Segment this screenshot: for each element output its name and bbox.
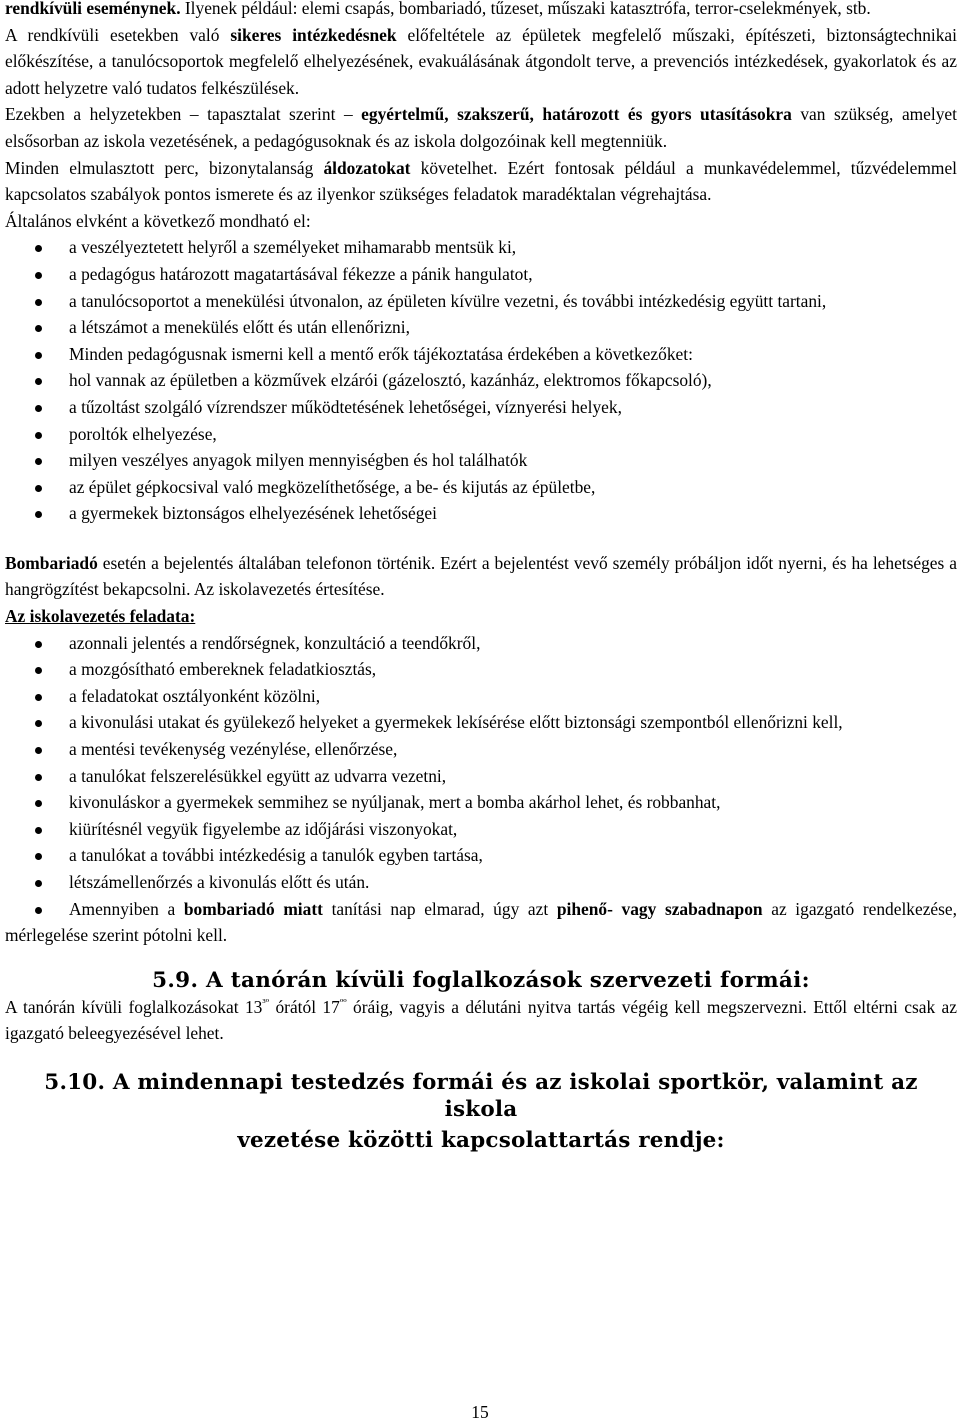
- bullet-icon: [35, 245, 42, 252]
- bullet-icon: [35, 880, 42, 887]
- list-item-text: a létszámot a menekülés előtt és után ellenőrizni,: [69, 317, 410, 338]
- paragraph-afternoon-activities: [5, 994, 957, 1047]
- list-item-text: a veszélyeztetett helyről a személyeket mihamarabb mentsük ki,: [69, 237, 517, 258]
- bullet-icon: [35, 747, 42, 754]
- list-item: [5, 314, 957, 341]
- heading-5-10-line2: vezetése közötti kapcsolattartás rendje:: [237, 1127, 725, 1153]
- list-item-text: a tűzoltást szolgáló vízrendszer működtetésének lehetőségei, víznyerési helyek,: [69, 396, 622, 417]
- text-run: tanítási nap elmarad, úgy azt: [322, 898, 557, 919]
- heading-5-10-line1: 5.10. A mindennapi testedzés formái és az iskolai sportkör, valamint az iskola: [44, 1069, 918, 1122]
- heading-5-9: 5.9. A tanórán kívüli foglalkozások szervezeti formái:: [152, 967, 810, 993]
- text-run: az igazgató rendelkezése, mérlegelése szerint pótolni kell.: [5, 898, 957, 946]
- text-run: Minden elmulasztott perc, bizonytalanság: [5, 157, 324, 178]
- list-item: [5, 367, 957, 394]
- list-item: [5, 421, 957, 448]
- bold-run: pihenő- vagy szabadnapon: [556, 898, 763, 919]
- bold-run: sikeres intézkedésnek: [230, 24, 397, 45]
- list-item-text: a mentési tevékenység vezénylése, ellenőrzése,: [69, 739, 398, 760]
- list-item: [5, 447, 957, 474]
- paragraph-bomb-alert: [5, 550, 957, 603]
- list-item-text: létszámellenőrzés a kivonulás előtt és után.: [69, 872, 370, 892]
- bold-run: áldozatokat: [323, 157, 411, 178]
- list-item: [5, 816, 957, 843]
- list-item: [5, 656, 957, 683]
- bullet-icon: [35, 641, 42, 648]
- page-number: 15: [471, 1402, 489, 1422]
- text-run: esetén a bejelentés általában telefonon történik. Ezért a bejelentést vevő személy próbáljon időt nyerni, és ha lehetséges a hangrögzítést bekapcsolni. Az iskolavezetés értesítése.: [5, 552, 957, 600]
- list-item-text: kivonuláskor a gyermekek semmihez se nyúljanak, mert a bomba akárhol lehet, és robbanhat,: [69, 792, 721, 813]
- bullet-icon: [35, 774, 42, 781]
- bullet-icon: [35, 853, 42, 860]
- bullet-icon: [35, 827, 42, 834]
- list-item-text: a tanulókat felszerelésükkel együtt az udvarra vezetni,: [69, 765, 447, 786]
- bullet-icon: [35, 720, 42, 727]
- paragraph-general-principle: Általános elvként a következő mondható el:: [5, 210, 311, 231]
- paragraph-victims: [5, 155, 957, 208]
- superscript: ºº: [339, 996, 347, 1009]
- bullet-icon: [35, 299, 42, 306]
- list-item: [5, 736, 957, 763]
- text-run: A tanórán kívüli foglalkozásokat 13: [5, 996, 263, 1017]
- list-item-text: a tanulókat a további intézkedésig a tanulók egyben tartása,: [69, 845, 483, 866]
- bold-run: Bombariadó: [5, 552, 98, 573]
- list-item-text: a pedagógus határozott magatartásával fékezze a pánik hangulatot,: [69, 263, 533, 284]
- list-item: [5, 842, 957, 869]
- intro-paragraph: [5, 0, 957, 22]
- bullet-icon: [35, 378, 42, 385]
- list-item: [5, 709, 957, 736]
- text-run: van szükség, amelyet elsősorban az iskola vezetésének, a pedagógusoknak és az iskola dolgozóinak kell megtenniük.: [5, 104, 957, 151]
- paragraph-measures: [5, 22, 957, 102]
- bullet-icon: [35, 272, 42, 279]
- list-item: [5, 630, 957, 657]
- bullet-icon: [35, 432, 42, 439]
- list-item: [5, 394, 957, 421]
- bullet-icon: [35, 800, 42, 807]
- text-run: Amennyiben a: [69, 898, 184, 919]
- bullet-icon: [35, 511, 42, 518]
- intro-bold-text: rendkívüli eseménynek.: [5, 0, 181, 18]
- bullet-icon: [35, 458, 42, 465]
- list-item-text: azonnali jelentés a rendőrségnek, konzultáció a teendőkről,: [69, 632, 481, 653]
- list-item-text: milyen veszélyes anyagok milyen mennyiségben és hol találhatók: [69, 450, 528, 471]
- text-run: Ezekben a helyzetekben – tapasztalat szerint –: [5, 104, 362, 125]
- list-item-text: az épület gépkocsival való megközelíthetősége, a be- és kijutás az épületbe,: [69, 476, 596, 497]
- bullet-icon: [35, 325, 42, 332]
- bullet-icon: [35, 352, 42, 359]
- list-item-text: kiürítésnél vegyük figyelembe az időjárási viszonyokat,: [69, 818, 458, 839]
- text-run: követelhet. Ezért fontosak például a munkavédelemmel, tűzvédelemmel kapcsolatos szabályok pontos ismerete és az ilyenkor szükséges feladatok maradéktalan végrehajtása.: [5, 157, 957, 205]
- list-item-text: a gyermekek biztonságos elhelyezésének lehetőségei: [69, 503, 437, 524]
- list-item-text: hol vannak az épületben a közművek elzárói (gázelosztó, kazánház, elektromos főkapcsoló),: [69, 370, 712, 391]
- list-item: [5, 789, 957, 816]
- list-item-text: Minden pedagógusnak ismerni kell a mentő erők tájékoztatása érdekében a következőket:: [69, 343, 693, 364]
- bold-run: egyértelmű, szakszerű, határozott és gyors utasításokra: [361, 104, 792, 125]
- list-item: [5, 763, 957, 790]
- list-item: [5, 234, 957, 261]
- text-run: óráig, vagyis a délutáni nyitva tartás végéig kell megszervezni. Ettől eltérni csak az igazgató beleegyezésével lehet.: [5, 996, 957, 1044]
- section-label: [5, 603, 957, 630]
- bullet-icon: [35, 667, 42, 674]
- spacer: [5, 527, 957, 550]
- list-item-text: poroltók elhelyezése,: [69, 423, 217, 444]
- list-item-text: a kivonulási utakat és gyülekező helyeket a gyermekek lekísérése előtt biztonsági szempontból ellenőrizni kell,: [69, 712, 843, 733]
- general-rules-list: [5, 234, 957, 527]
- bold-run: bombariadó miatt: [183, 898, 323, 919]
- paragraph-instructions: [5, 101, 957, 154]
- list-item: [5, 683, 957, 710]
- bullet-icon: [35, 485, 42, 492]
- list-item-text: a mozgósítható embereknek feladatkiosztás,: [69, 659, 377, 680]
- list-item: [5, 896, 957, 949]
- text-run: előfeltétele az épületek megfelelő műszaki, építészeti, biztonságtechnikai előkészítése, a tanulócsoportok megfelelő elhelyezésének, evakuálásának átgondolt terve, a prevenciós intézkedések, gyakorlatok és az adott helyzetre való tudatos felkészülések.: [5, 24, 957, 98]
- spacer: [5, 949, 957, 967]
- text-run: órától 17: [269, 996, 340, 1017]
- spacer: [5, 1047, 957, 1069]
- list-item-text: a feladatokat osztályonként közölni,: [69, 685, 321, 706]
- document-page: [5, 0, 957, 1154]
- management-tasks-list: [5, 630, 957, 949]
- intro-text: Ilyenek például: elemi csapás, bombariadó, tűzeset, műszaki katasztrófa, terror-cselekmények, stb.: [180, 0, 871, 18]
- text-run: A rendkívüli esetekben való: [5, 24, 231, 45]
- bullet-icon: [35, 694, 42, 701]
- list-item-text: a tanulócsoportot a menekülési útvonalon, az épületen kívülre vezetni, és további intézkedésig együtt tartani,: [69, 290, 827, 311]
- bullet-icon: [35, 405, 42, 412]
- list-item: [5, 341, 957, 368]
- list-item: [5, 869, 957, 896]
- bullet-icon: [35, 907, 42, 914]
- superscript: ³º: [262, 996, 270, 1009]
- list-item: [5, 261, 957, 288]
- list-item: [5, 288, 957, 315]
- underlined-heading: Az iskolavezetés feladata:: [5, 606, 196, 627]
- list-item: [5, 500, 957, 527]
- list-item: [5, 474, 957, 501]
